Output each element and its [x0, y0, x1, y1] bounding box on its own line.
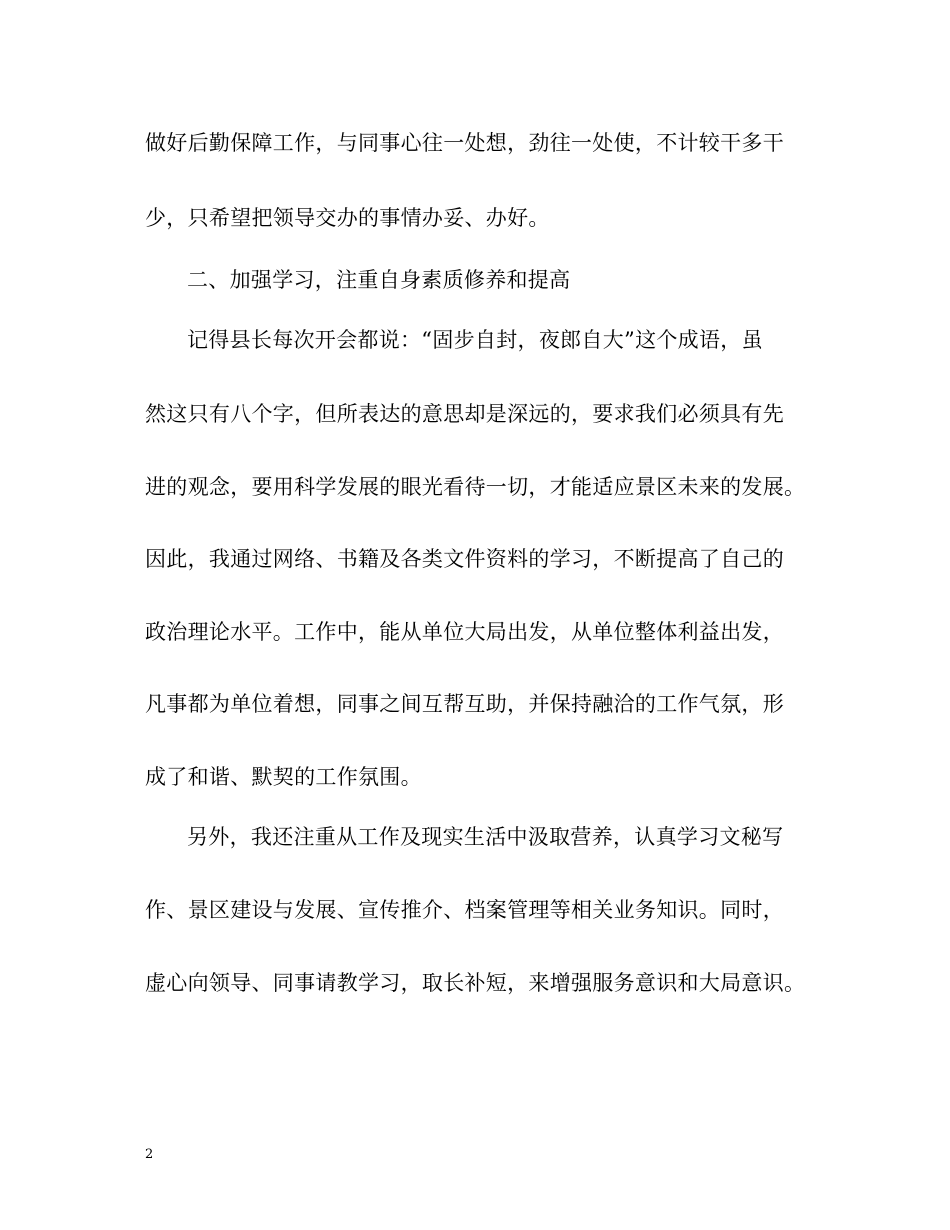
- body-text-line: 因此，我通过网络、书籍及各类文件资料的学习，不断提高了自己的: [145, 547, 784, 571]
- body-text-line: 政治理论水平。工作中，能从单位大局出发，从单位整体利益出发，: [145, 620, 784, 644]
- body-text-line: 然这只有八个字，但所表达的意思却是深远的，要求我们必须具有先: [145, 402, 784, 426]
- page-number: 2: [145, 1147, 154, 1162]
- body-text-line: 凡事都为单位着想，同事之间互帮互助，并保持融洽的工作气氛，形: [145, 692, 784, 716]
- body-text-line: 另外，我还注重从工作及现实生活中汲取营养，认真学习文秘写: [187, 825, 784, 849]
- body-text-line: 作、景区建设与发展、宣传推介、档案管理等相关业务知识。同时，: [145, 898, 784, 922]
- body-text-line: 成了和谐、默契的工作氛围。: [145, 765, 422, 789]
- body-text-line: 少，只希望把领导交办的事情办妥、办好。: [145, 206, 550, 230]
- body-text-line: 进的观念，要用科学发展的眼光看待一切，才能适应景区未来的发展。: [145, 475, 806, 499]
- body-text-line: 记得县长每次开会都说：“固步自封，夜郎自大”这个成语，虽: [187, 328, 763, 352]
- section-heading: 二、加强学习，注重自身素质修养和提高: [187, 268, 571, 292]
- body-text-line: 虚心向领导、同事请教学习，取长补短，来增强服务意识和大局意识。: [145, 971, 806, 995]
- body-text-line: 做好后勤保障工作，与同事心往一处想，劲往一处使，不计较干多干: [145, 131, 784, 155]
